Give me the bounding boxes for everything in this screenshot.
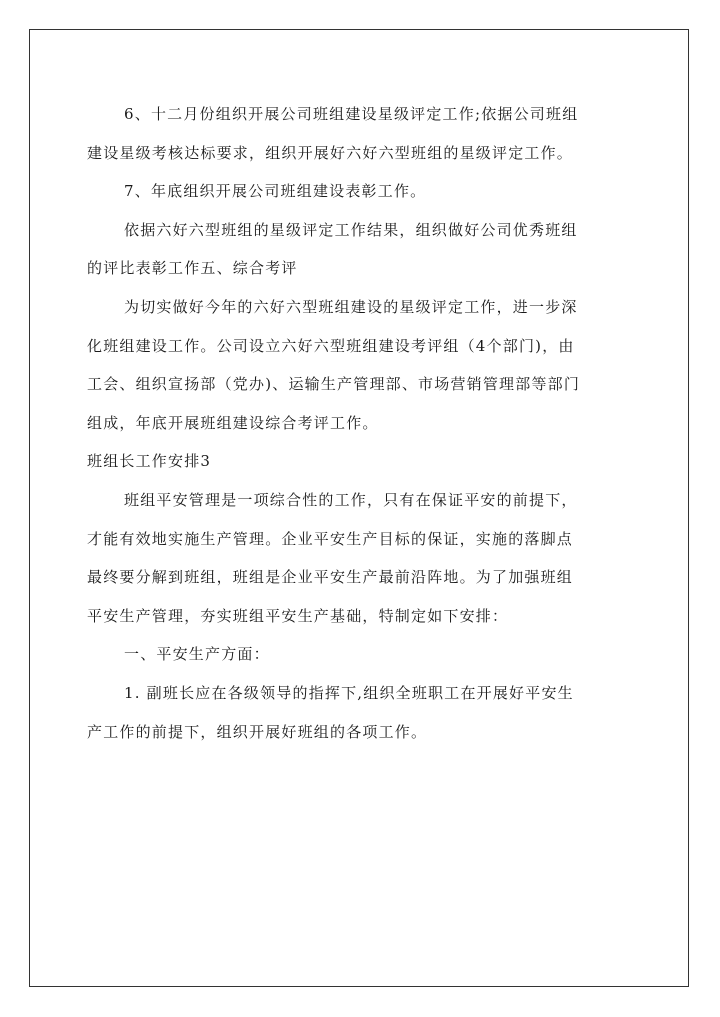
section-heading: 班组长工作安排3 (87, 452, 212, 471)
paragraph-evaluation-group: 为切实做好今年的六好六型班组建设的星级评定工作，进一步深 化班组建设工作。公司设立六好六型班组建设考评组（4个部门)，由 工会、组织宣扬部（党办)、运输生产管理部、市场营销管理部等部门 组成，年底开展班组建设综合考评工作。 (87, 297, 581, 432)
document-body (87, 95, 639, 751)
paragraph-safety-item-1: 1. 副班长应在各级领导的指挥下,组织全班职工在开展好平安生 产工作的前提下，组织开展好班组的各项工作。 (87, 683, 574, 741)
paragraph-safety-intro: 班组平安管理是一项综合性的工作，只有在保证平安的前提下， 才能有效地实施生产管理。企业平安生产目标的保证，实施的落脚点 最终要分解到班组，班组是企业平安生产最前沿阵地。为了加强班组 平安生产管理，夯实班组平安生产基础，特制定如下安排： (87, 490, 578, 625)
paragraph-safety-heading: 一、平安生产方面： (124, 645, 270, 664)
paragraph-item-6: 6、十二月份组织开展公司班组建设星级评定工作;依据公司班组 建设星级考核达标要求，组织开展好六好六型班组的星级评定工作。 (87, 105, 579, 162)
paragraph-item-7: 7、年底组织开展公司班组建设表彰工作。 (124, 182, 427, 201)
paragraph-evaluation-basis: 依据六好六型班组的星级评定工作结果，组织做好公司优秀班组 的评比表彰工作五、综合考评 (87, 220, 578, 278)
